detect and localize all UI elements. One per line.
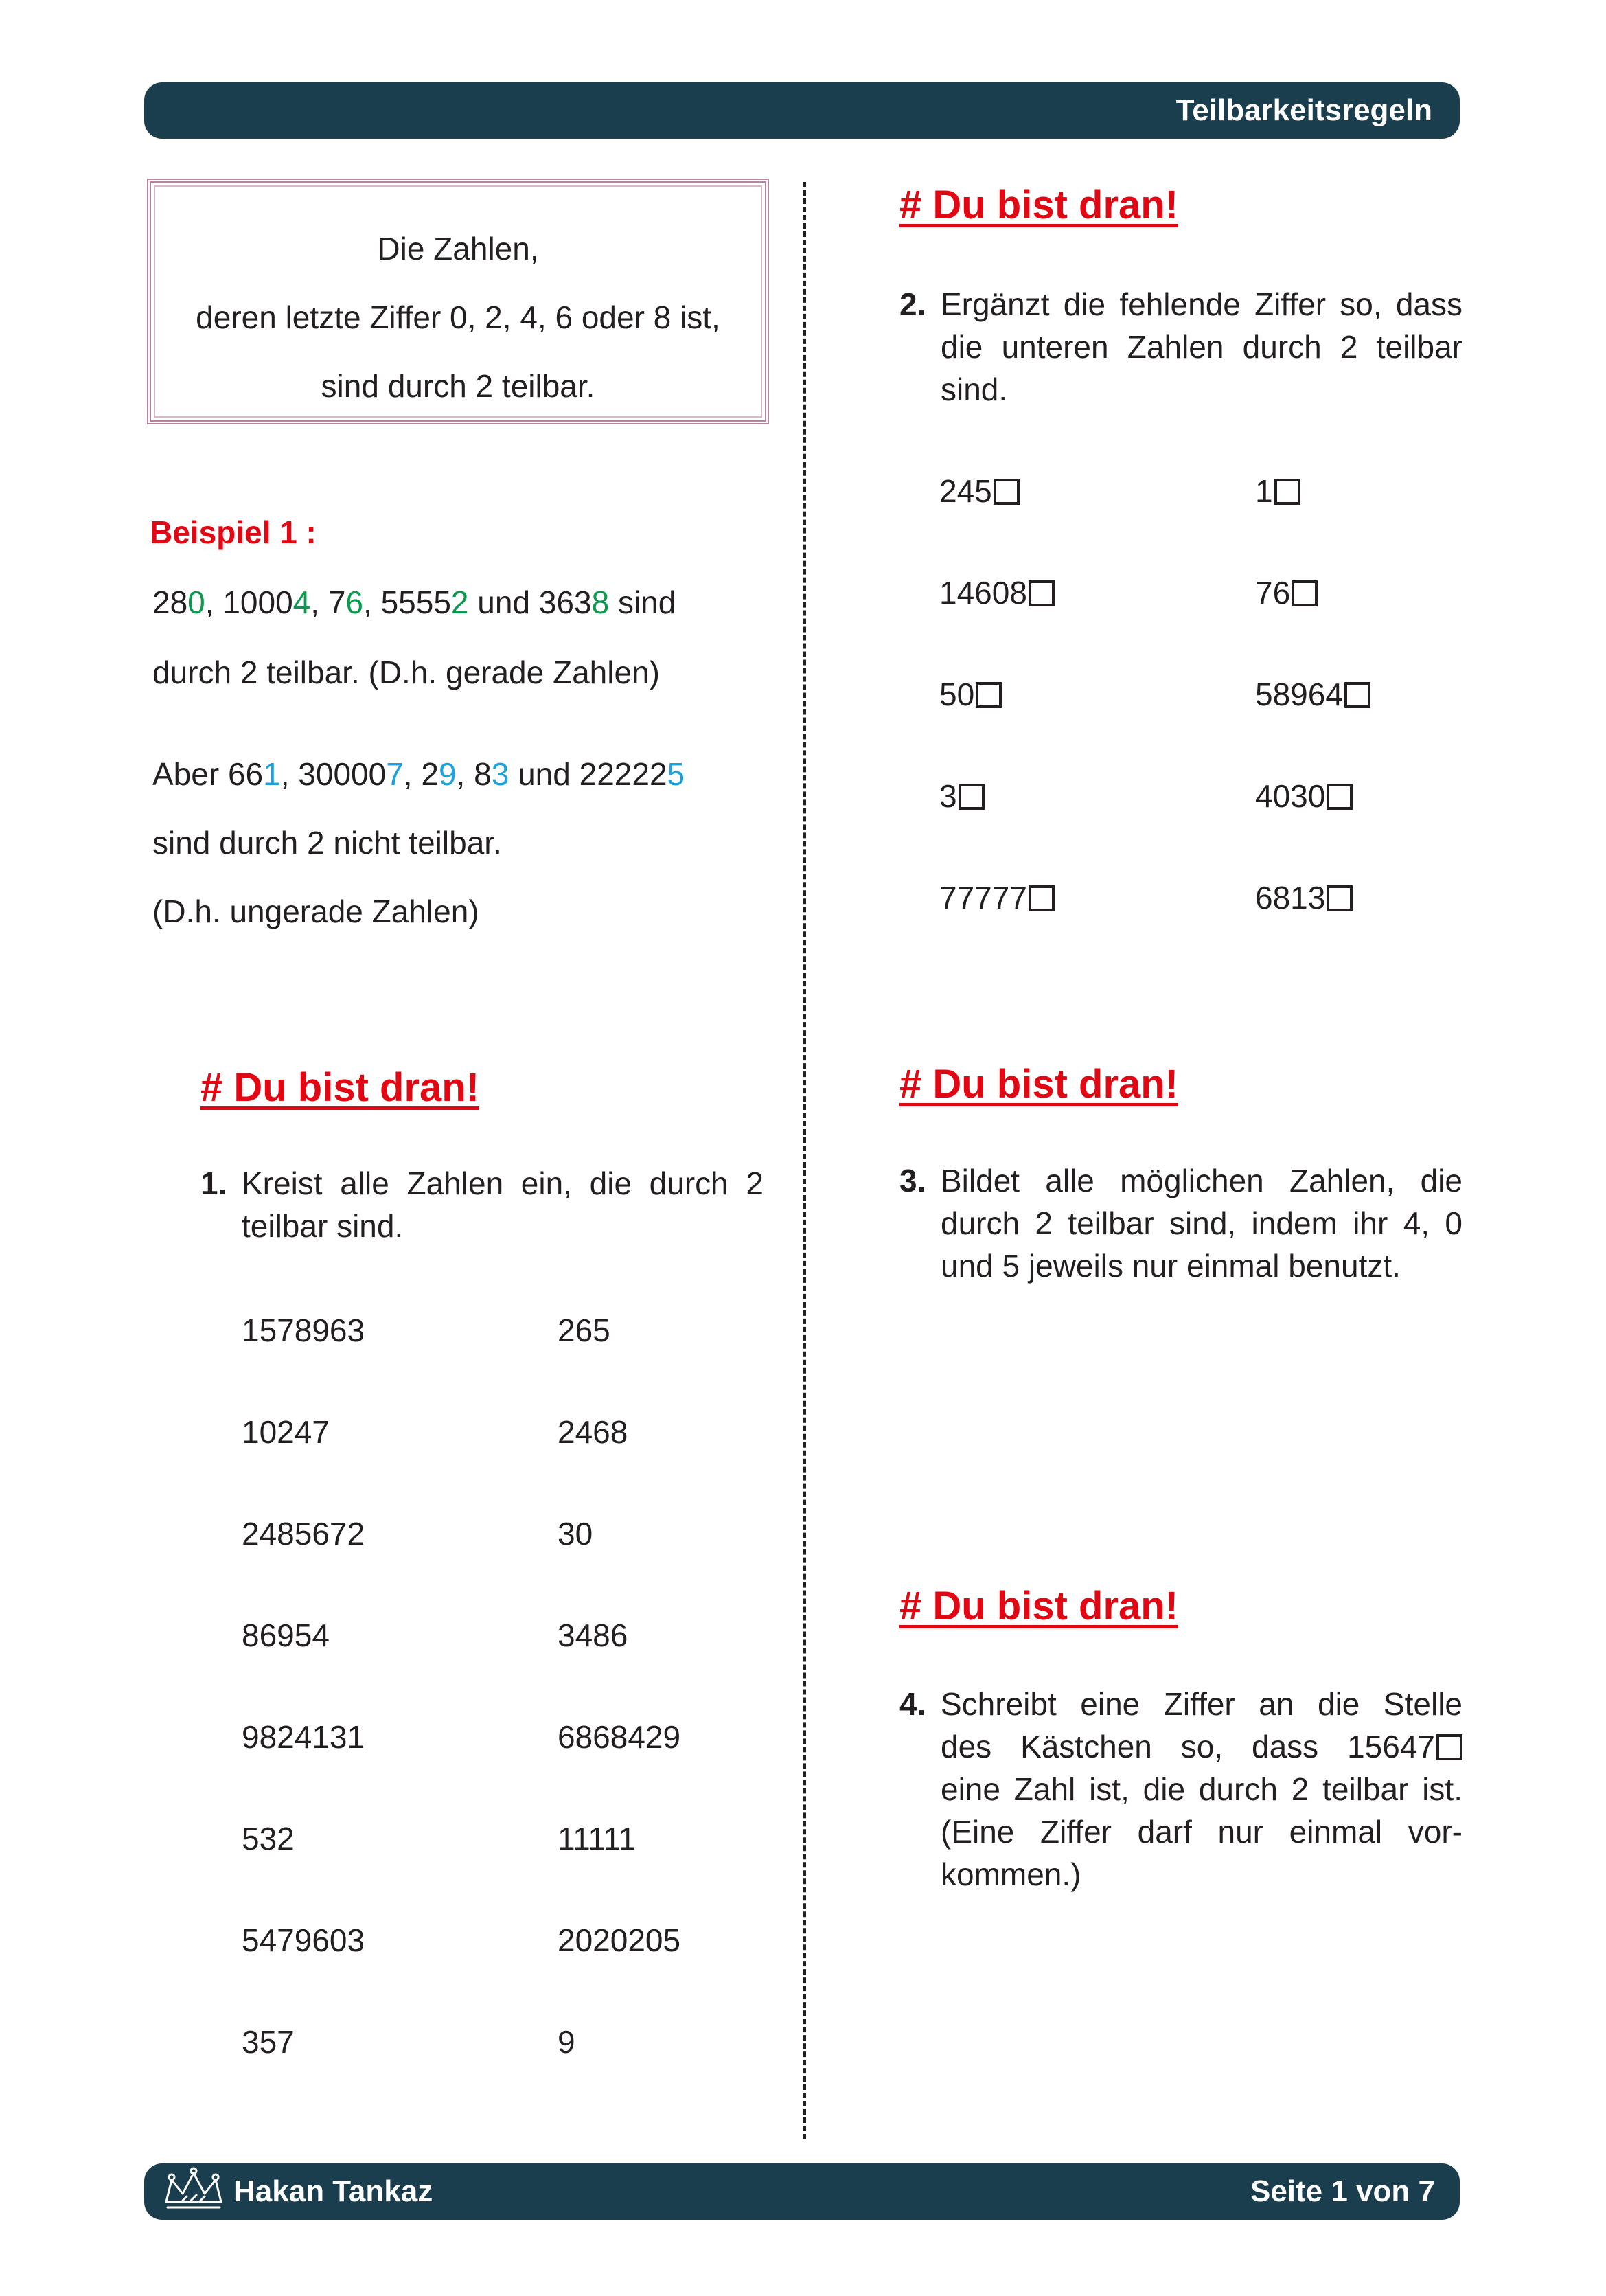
heading-task-2: # Du bist dran!	[899, 183, 1179, 227]
task-text: Schreibt eine Ziffer an die Stelle des Kästchen so, dass 15647 eine Zahl ist, die durch 2 teilbar ist. (Eine Ziffer darf nur einmal vor- kommen.)	[941, 1686, 1462, 1892]
example-line-1: 280, 10004, 76, 55552 und 3638 sind	[152, 584, 676, 620]
number-value: 11111	[558, 1821, 636, 1856]
footer-bar	[144, 2163, 1460, 2220]
number-item[interactable]	[242, 1413, 330, 1451]
number-item[interactable]	[558, 1922, 680, 1959]
column-divider	[803, 182, 806, 2139]
number-value: 265	[558, 1312, 610, 1348]
example-line-3: Aber 661, 300007, 29, 83 und 222225	[152, 756, 685, 792]
number-value: 357	[242, 2024, 295, 2060]
rule-box	[147, 179, 769, 424]
number-value: 58964	[1255, 677, 1343, 712]
number-value: 3	[939, 778, 957, 814]
number-value: 4030	[1255, 778, 1326, 814]
answer-box[interactable]	[976, 682, 1002, 708]
task-number: 1.	[200, 1166, 227, 1201]
page-number: Seite 1 von 7	[1250, 2174, 1435, 2208]
number-value: 5479603	[242, 1922, 365, 1958]
answer-box[interactable]	[994, 479, 1020, 505]
number-item	[939, 473, 1020, 510]
number-item[interactable]	[558, 1718, 680, 1755]
answer-box[interactable]	[1436, 1734, 1462, 1760]
example-line-5: (D.h. ungerade Zahlen)	[152, 894, 479, 929]
number-value: 3486	[558, 1617, 628, 1653]
task-text: Ergänzt die fehlende Ziffer so, dass die unteren Zahlen durch 2 teilbar sind.	[941, 286, 1462, 407]
number-item[interactable]	[242, 1515, 365, 1552]
task-number: 2.	[899, 286, 926, 322]
number-item[interactable]	[558, 1413, 628, 1451]
answer-box[interactable]	[1274, 479, 1300, 505]
number-value: 2485672	[242, 1516, 365, 1551]
task-text: Bildet alle möglichen Zahlen, die durch 2 teilbar sind, indem ihr 4, 0 und 5 jeweils nur einmal benutzt.	[941, 1163, 1462, 1284]
author-name: Hakan Tankaz	[233, 2174, 433, 2208]
number-item	[939, 879, 1055, 916]
number-value: 86954	[242, 1617, 330, 1653]
crown-icon	[159, 2166, 228, 2216]
example-line-4: sind durch 2 nicht teilbar.	[152, 825, 502, 861]
number-item	[939, 777, 985, 815]
number-item[interactable]	[242, 1922, 365, 1959]
number-value: 532	[242, 1821, 295, 1856]
number-item[interactable]	[242, 1617, 330, 1654]
answer-box[interactable]	[1344, 682, 1370, 708]
number-item	[1255, 676, 1370, 713]
page-title: Teilbarkeitsregeln	[1175, 93, 1432, 127]
number-value: 1578963	[242, 1312, 365, 1348]
number-item	[939, 676, 1002, 713]
task-number: 3.	[899, 1163, 926, 1198]
number-item[interactable]	[558, 1820, 636, 1857]
answer-box[interactable]	[959, 784, 985, 810]
answer-box[interactable]	[1029, 885, 1055, 911]
number-item[interactable]	[558, 1617, 628, 1654]
rule-line-1: Die Zahlen,	[377, 231, 539, 266]
example-line-2: durch 2 teilbar. (D.h. gerade Zahlen)	[152, 655, 660, 690]
number-value: 2468	[558, 1414, 628, 1450]
number-item	[1255, 879, 1353, 916]
rule-line-2: deren letzte Ziffer 0, 2, 4, 6 oder 8 ist,	[196, 299, 720, 335]
number-item[interactable]	[558, 1515, 593, 1552]
number-value: 2020205	[558, 1922, 681, 1958]
number-item[interactable]	[242, 1820, 295, 1857]
answer-box[interactable]	[1029, 580, 1055, 606]
number-value: 77777	[939, 880, 1027, 916]
number-item	[939, 574, 1055, 611]
example-label: Beispiel 1 :	[150, 514, 317, 550]
heading-task-1: # Du bist dran!	[200, 1065, 480, 1110]
answer-box[interactable]	[1292, 580, 1318, 606]
number-item[interactable]	[242, 1312, 365, 1349]
number-item[interactable]	[558, 1312, 610, 1349]
number-item[interactable]	[558, 2023, 575, 2060]
number-item	[1255, 473, 1300, 510]
number-item[interactable]	[242, 2023, 295, 2060]
number-value: 245	[939, 473, 992, 509]
answer-box[interactable]	[1327, 784, 1353, 810]
number-item	[1255, 777, 1353, 815]
number-value: 10247	[242, 1414, 330, 1450]
number-value: 50	[939, 677, 975, 712]
number-value: 30	[558, 1516, 593, 1551]
rule-line-3: sind durch 2 teilbar.	[321, 368, 595, 404]
number-value: 9824131	[242, 1719, 365, 1755]
answer-box[interactable]	[1327, 885, 1353, 911]
number-value: 9	[558, 2024, 575, 2060]
number-value: 6813	[1255, 880, 1326, 916]
number-value: 6868429	[558, 1719, 681, 1755]
heading-task-3: # Du bist dran!	[899, 1062, 1179, 1106]
header-bar	[144, 82, 1460, 139]
number-item[interactable]	[242, 1718, 365, 1755]
number-value: 14608	[939, 575, 1027, 611]
number-item	[1255, 574, 1318, 611]
task-number: 4.	[899, 1686, 926, 1722]
number-value: 1	[1255, 473, 1273, 509]
heading-task-4: # Du bist dran!	[899, 1584, 1179, 1628]
task-text: Kreist alle Zahlen ein, die durch 2 teilbar sind.	[242, 1166, 764, 1244]
number-value: 76	[1255, 575, 1291, 611]
